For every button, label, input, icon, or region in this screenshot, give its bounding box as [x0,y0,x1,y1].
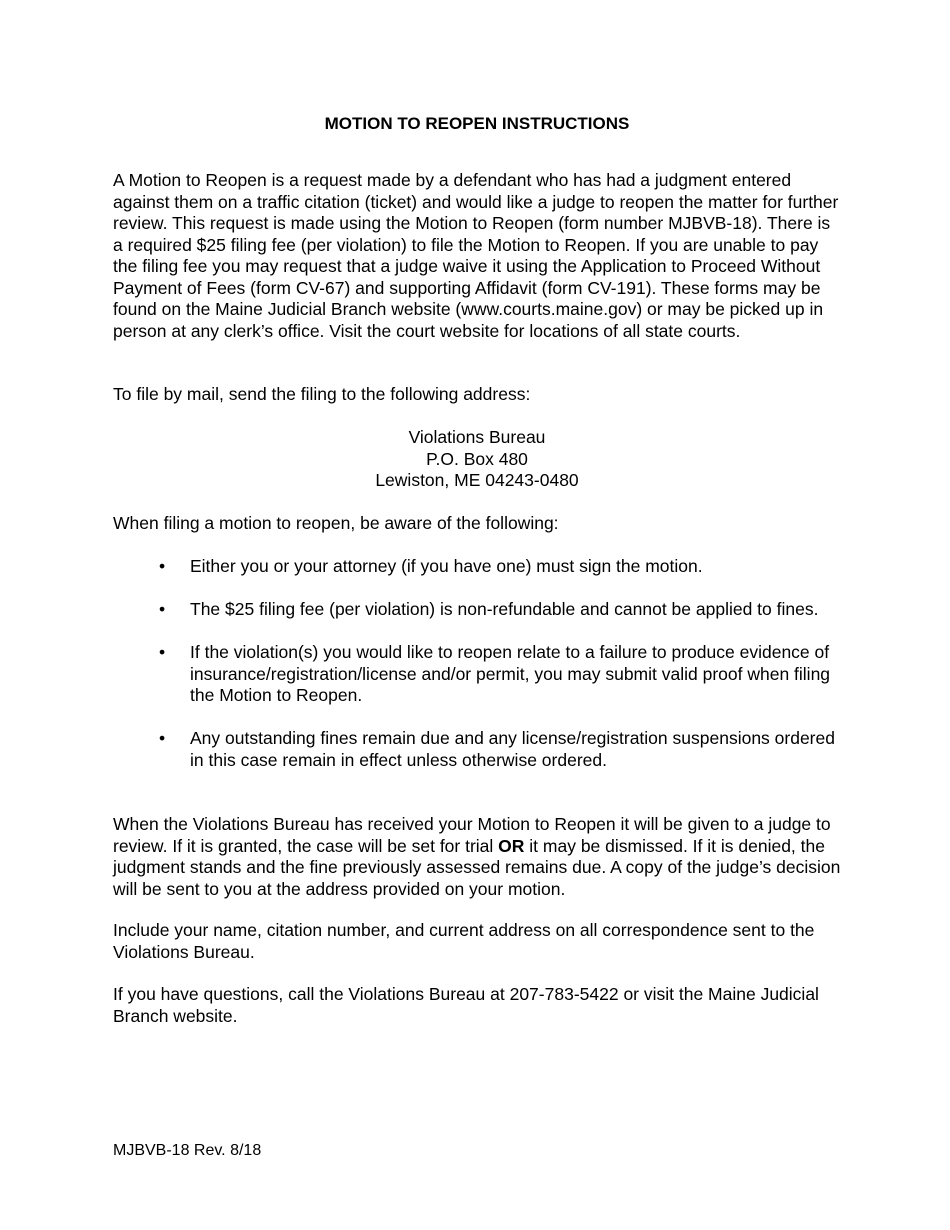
aware-lead-paragraph: When filing a motion to reopen, be aware of the following: [113,513,559,533]
list-item [113,728,841,771]
list-item [113,599,841,621]
list-item [113,642,841,707]
list-item-text: The $25 filing fee (per violation) is non-refundable and cannot be applied to fines. [190,599,819,619]
form-revision-footer: MJBVB-18 Rev. 8/18 [113,1142,262,1159]
bullet-icon: • [159,642,166,662]
list-item-text: Any outstanding fines remain due and any license/registration suspensions ordered in this case remain in effect unless otherwise ordered. [190,728,835,770]
bullet-icon: • [159,599,166,619]
address-line-1: Violations Bureau [408,427,546,447]
review-paragraph [113,814,841,900]
include-paragraph: Include your name, citation number, and current address on all correspondence sent to the Violations Bureau. [113,920,815,962]
review-text-part-1: When the Violations Bureau has received your Motion to Reopen it will be given to a judge to review. If it is granted, the case will be set for trial [113,814,831,856]
bullet-icon: • [159,556,166,576]
mailing-address [113,427,841,492]
requirements-list [113,556,841,793]
mail-instructions: To file by mail, send the filing to the following address: [113,384,531,404]
questions-paragraph: If you have questions, call the Violations Bureau at 207-783-5422 or visit the Maine Judicial Branch website. [113,984,819,1026]
intro-paragraph: A Motion to Reopen is a request made by a defendant who has had a judgment entered against them on a traffic citation (ticket) and would like a judge to reopen the matter for further review. This request is made using the Motion to Reopen (form number MJBVB-18). There is a required $25 filing fee (per violation) to file the Motion to Reopen. If you are unable to pay the filing fee you may request that a judge waive it using the Application to Proceed Without Payment of Fees (form CV-67) and supporting Affidavit (form CV-191). These forms may be found on the Maine Judicial Branch website (www.courts.maine.gov) or may be picked up in person at any clerk’s office. Visit the court website for locations of all state courts. [113,170,839,341]
address-line-3: Lewiston, ME 04243-0480 [375,470,579,490]
list-item-text: If the violation(s) you would like to reopen relate to a failure to produce evidence of insurance/registration/license and/or permit, you may submit valid proof when filing the Motion to Reopen. [190,642,831,705]
review-emphasis: OR [498,835,525,856]
list-item [113,556,841,578]
address-line-2: P.O. Box 480 [426,448,528,469]
list-item-text: Either you or your attorney (if you have one) must sign the motion. [190,556,703,576]
bullet-icon: • [159,728,166,748]
review-text-part-2: it may be dismissed. If it is denied, the judgment stands and the fine previously assessed remains due. A copy of the judge’s decision will be sent to you at the address provided on your motion. [113,835,841,899]
page-title: MOTION TO REOPEN INSTRUCTIONS [324,114,630,133]
